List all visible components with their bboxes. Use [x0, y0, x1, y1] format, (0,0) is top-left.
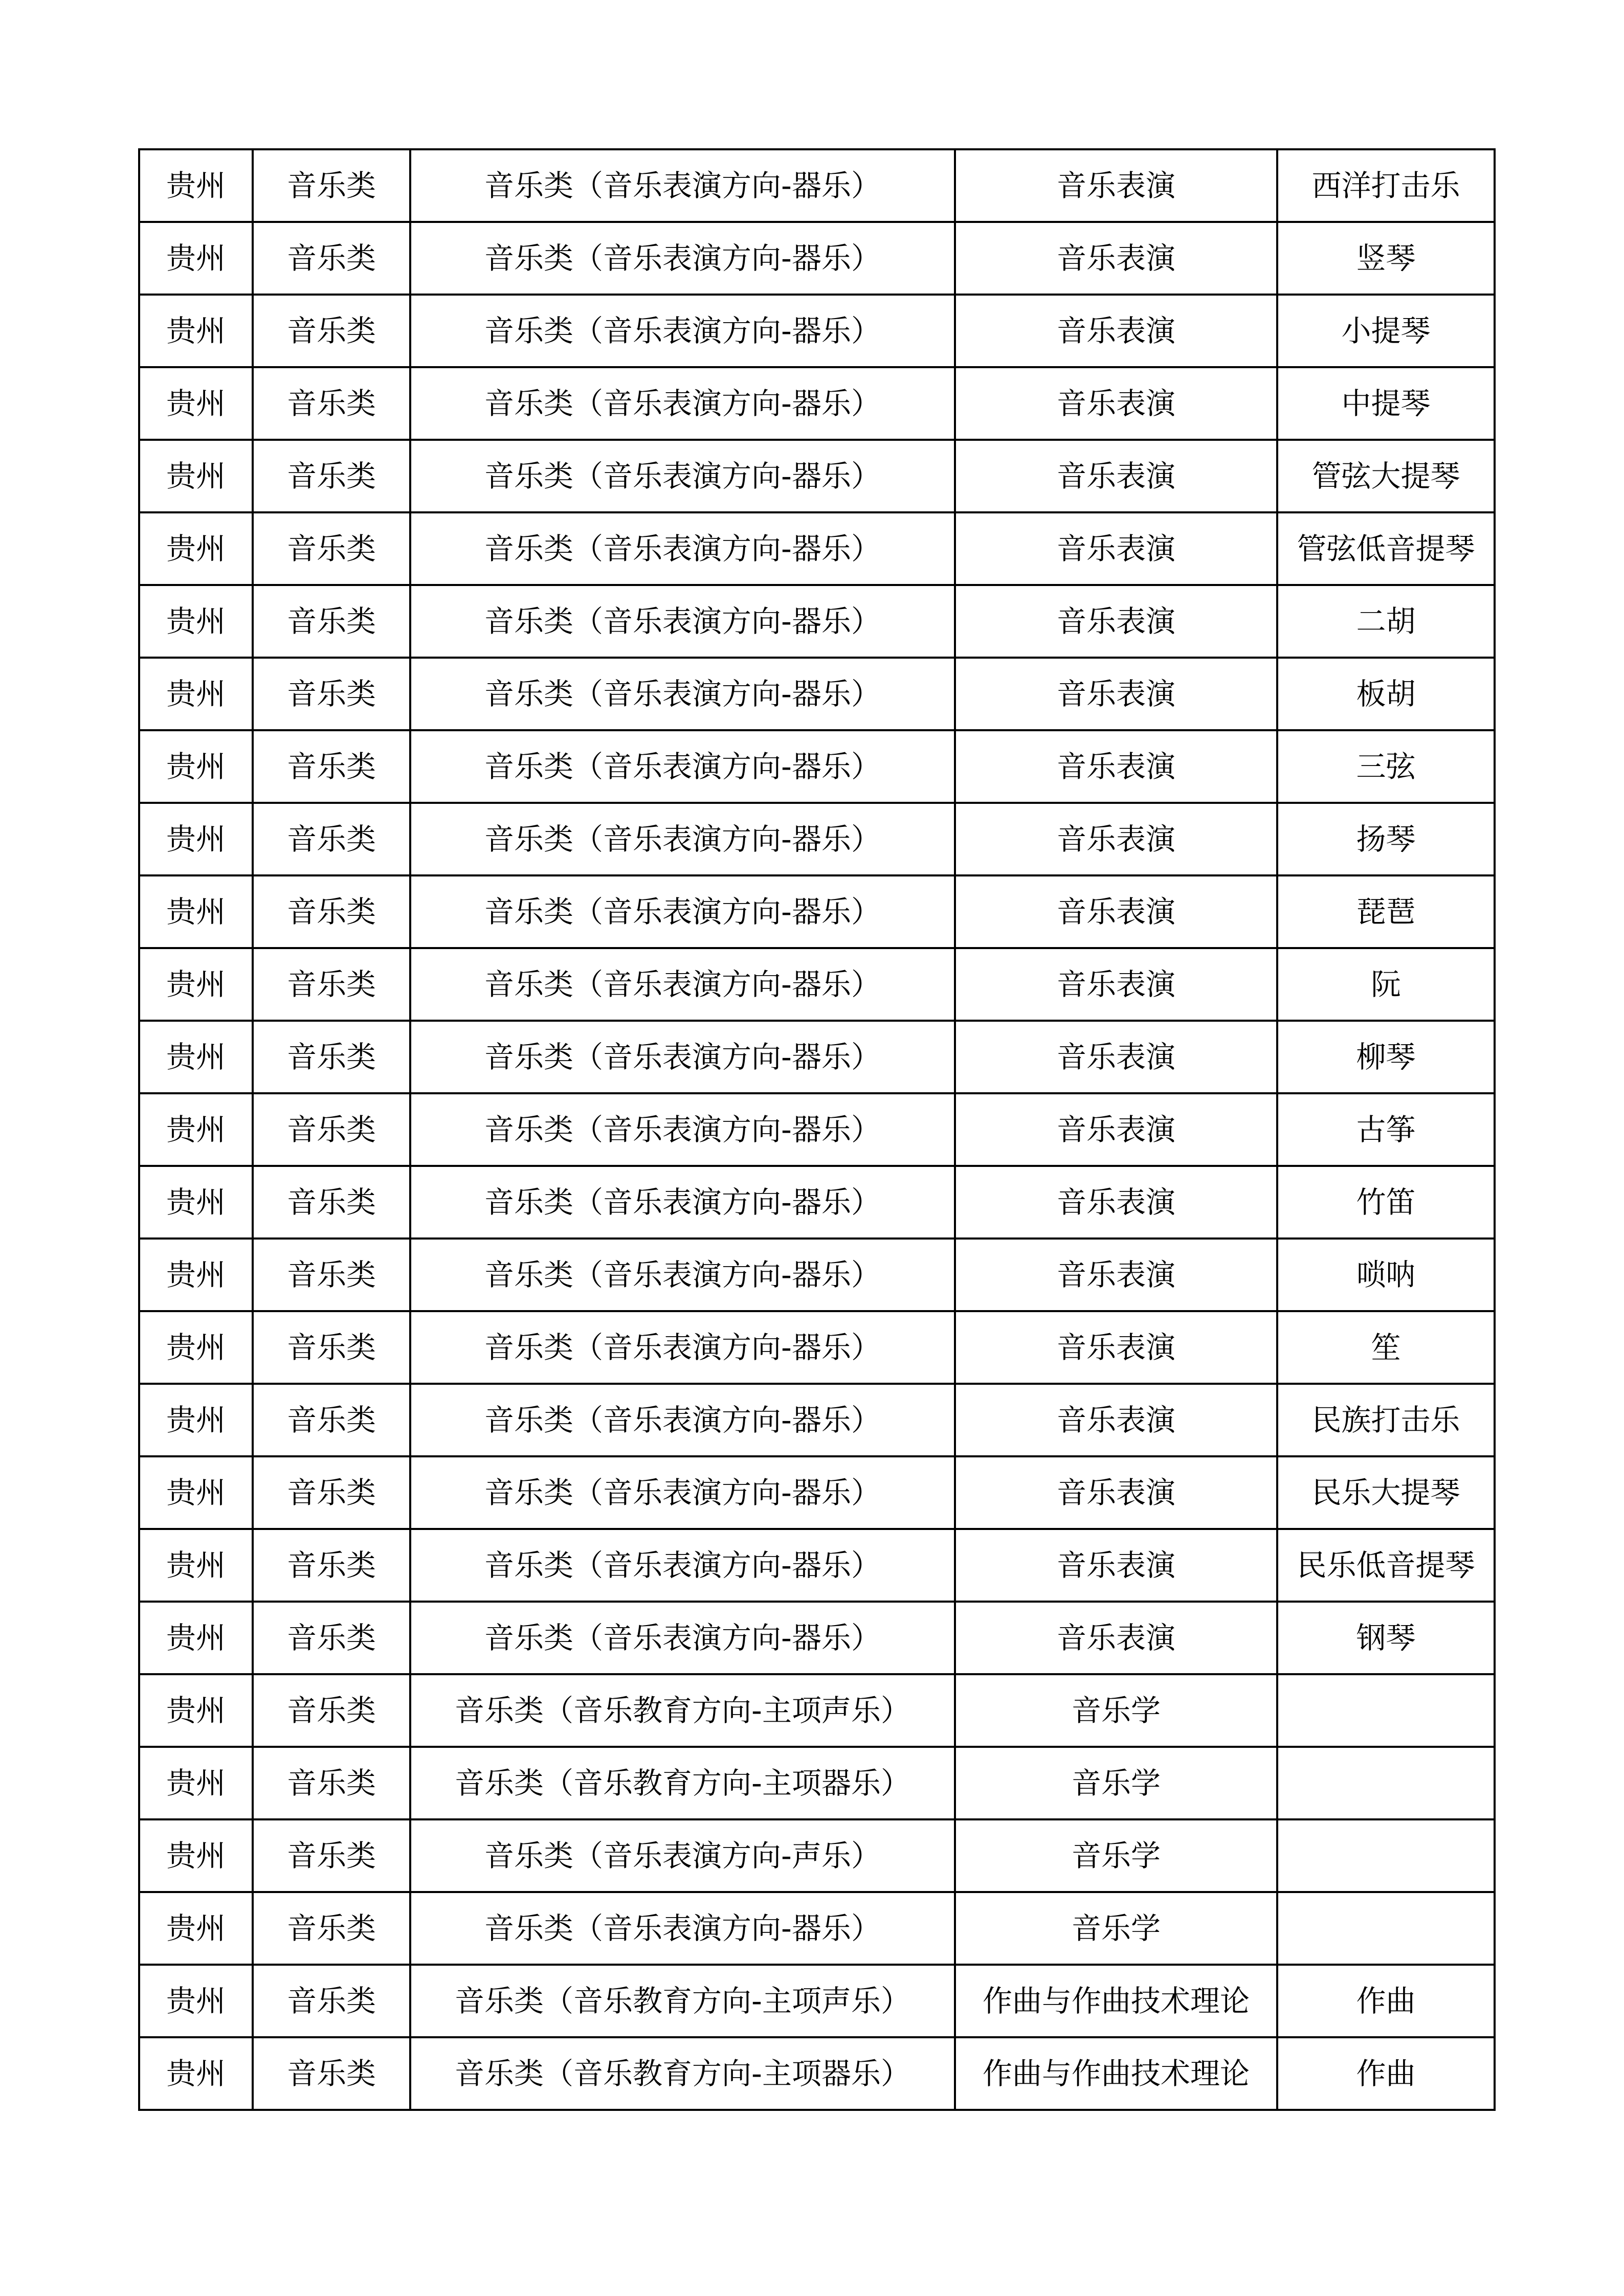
- table-row: [139, 512, 1495, 585]
- category-cell: 音乐类: [253, 295, 410, 367]
- exam-type-cell: 音乐类（音乐教育方向-主项声乐）: [410, 1674, 955, 1747]
- category-cell: 音乐类: [253, 367, 410, 440]
- category-cell: 音乐类: [253, 1311, 410, 1384]
- table-row: [139, 730, 1495, 803]
- instrument-cell: 竹笛: [1277, 1166, 1495, 1239]
- province-cell: 贵州: [139, 1819, 253, 1892]
- exam-type-cell: 音乐类（音乐表演方向-器乐）: [410, 1093, 955, 1166]
- major-cell: 音乐表演: [955, 1602, 1277, 1674]
- province-cell: 贵州: [139, 730, 253, 803]
- table-row: [139, 222, 1495, 295]
- instrument-cell: 柳琴: [1277, 1021, 1495, 1093]
- exam-type-cell: 音乐类（音乐表演方向-器乐）: [410, 875, 955, 948]
- instrument-cell: 民乐低音提琴: [1277, 1529, 1495, 1602]
- admissions-table: [138, 148, 1496, 2111]
- category-cell: 音乐类: [253, 2037, 410, 2110]
- category-cell: 音乐类: [253, 512, 410, 585]
- instrument-cell: 管弦大提琴: [1277, 440, 1495, 512]
- instrument-cell: 阮: [1277, 948, 1495, 1021]
- instrument-cell: 二胡: [1277, 585, 1495, 658]
- table-row: [139, 1747, 1495, 1819]
- instrument-cell: 民乐大提琴: [1277, 1456, 1495, 1529]
- category-cell: 音乐类: [253, 658, 410, 730]
- category-cell: 音乐类: [253, 1021, 410, 1093]
- instrument-cell: 唢呐: [1277, 1239, 1495, 1311]
- major-cell: 作曲与作曲技术理论: [955, 2037, 1277, 2110]
- instrument-cell: 管弦低音提琴: [1277, 512, 1495, 585]
- category-cell: 音乐类: [253, 803, 410, 875]
- province-cell: 贵州: [139, 1747, 253, 1819]
- table-row: [139, 1965, 1495, 2037]
- exam-type-cell: 音乐类（音乐表演方向-器乐）: [410, 658, 955, 730]
- table-row: [139, 948, 1495, 1021]
- province-cell: 贵州: [139, 658, 253, 730]
- exam-type-cell: 音乐类（音乐教育方向-主项声乐）: [410, 1965, 955, 2037]
- category-cell: 音乐类: [253, 1747, 410, 1819]
- category-cell: 音乐类: [253, 1529, 410, 1602]
- major-cell: 音乐表演: [955, 658, 1277, 730]
- major-cell: 音乐表演: [955, 875, 1277, 948]
- table-row: [139, 367, 1495, 440]
- province-cell: 贵州: [139, 2037, 253, 2110]
- exam-type-cell: 音乐类（音乐表演方向-器乐）: [410, 149, 955, 222]
- category-cell: 音乐类: [253, 875, 410, 948]
- major-cell: 音乐表演: [955, 803, 1277, 875]
- table-row: [139, 1674, 1495, 1747]
- major-cell: 音乐表演: [955, 948, 1277, 1021]
- exam-type-cell: 音乐类（音乐表演方向-器乐）: [410, 440, 955, 512]
- category-cell: 音乐类: [253, 730, 410, 803]
- province-cell: 贵州: [139, 149, 253, 222]
- instrument-cell: 钢琴: [1277, 1602, 1495, 1674]
- instrument-cell: 小提琴: [1277, 295, 1495, 367]
- exam-type-cell: 音乐类（音乐教育方向-主项器乐）: [410, 1747, 955, 1819]
- exam-type-cell: 音乐类（音乐教育方向-主项器乐）: [410, 2037, 955, 2110]
- table-row: [139, 658, 1495, 730]
- table-row: [139, 1166, 1495, 1239]
- major-cell: 音乐学: [955, 1892, 1277, 1965]
- exam-type-cell: 音乐类（音乐表演方向-器乐）: [410, 1892, 955, 1965]
- major-cell: 音乐表演: [955, 1093, 1277, 1166]
- major-cell: 音乐表演: [955, 1166, 1277, 1239]
- table-row: [139, 1892, 1495, 1965]
- province-cell: 贵州: [139, 1239, 253, 1311]
- category-cell: 音乐类: [253, 1093, 410, 1166]
- category-cell: 音乐类: [253, 1166, 410, 1239]
- province-cell: 贵州: [139, 1965, 253, 2037]
- major-cell: 音乐表演: [955, 1311, 1277, 1384]
- instrument-cell: 中提琴: [1277, 367, 1495, 440]
- instrument-cell: [1277, 1674, 1495, 1747]
- table-row: [139, 1021, 1495, 1093]
- table-row: [139, 585, 1495, 658]
- province-cell: 贵州: [139, 1456, 253, 1529]
- exam-type-cell: 音乐类（音乐表演方向-器乐）: [410, 367, 955, 440]
- exam-type-cell: 音乐类（音乐表演方向-器乐）: [410, 948, 955, 1021]
- major-cell: 音乐表演: [955, 730, 1277, 803]
- exam-type-cell: 音乐类（音乐表演方向-器乐）: [410, 512, 955, 585]
- province-cell: 贵州: [139, 585, 253, 658]
- major-cell: 音乐表演: [955, 1021, 1277, 1093]
- exam-type-cell: 音乐类（音乐表演方向-器乐）: [410, 803, 955, 875]
- exam-type-cell: 音乐类（音乐表演方向-器乐）: [410, 295, 955, 367]
- major-cell: 音乐学: [955, 1674, 1277, 1747]
- table-row: [139, 1819, 1495, 1892]
- exam-type-cell: 音乐类（音乐表演方向-器乐）: [410, 1602, 955, 1674]
- exam-type-cell: 音乐类（音乐表演方向-器乐）: [410, 1166, 955, 1239]
- category-cell: 音乐类: [253, 222, 410, 295]
- major-cell: 音乐学: [955, 1819, 1277, 1892]
- table-row: [139, 875, 1495, 948]
- province-cell: 贵州: [139, 875, 253, 948]
- instrument-cell: [1277, 1747, 1495, 1819]
- major-cell: 音乐表演: [955, 295, 1277, 367]
- exam-type-cell: 音乐类（音乐表演方向-声乐）: [410, 1819, 955, 1892]
- province-cell: 贵州: [139, 948, 253, 1021]
- instrument-cell: 笙: [1277, 1311, 1495, 1384]
- category-cell: 音乐类: [253, 948, 410, 1021]
- province-cell: 贵州: [139, 1892, 253, 1965]
- table-row: [139, 2037, 1495, 2110]
- major-cell: 音乐表演: [955, 1384, 1277, 1456]
- exam-type-cell: 音乐类（音乐表演方向-器乐）: [410, 1529, 955, 1602]
- table-row: [139, 1093, 1495, 1166]
- exam-type-cell: 音乐类（音乐表演方向-器乐）: [410, 1239, 955, 1311]
- major-cell: 音乐表演: [955, 440, 1277, 512]
- province-cell: 贵州: [139, 1021, 253, 1093]
- province-cell: 贵州: [139, 440, 253, 512]
- major-cell: 音乐表演: [955, 222, 1277, 295]
- major-cell: 音乐表演: [955, 1529, 1277, 1602]
- province-cell: 贵州: [139, 1602, 253, 1674]
- instrument-cell: 民族打击乐: [1277, 1384, 1495, 1456]
- table-row: [139, 1311, 1495, 1384]
- major-cell: 音乐表演: [955, 1456, 1277, 1529]
- category-cell: 音乐类: [253, 1239, 410, 1311]
- category-cell: 音乐类: [253, 440, 410, 512]
- instrument-cell: 竖琴: [1277, 222, 1495, 295]
- instrument-cell: 西洋打击乐: [1277, 149, 1495, 222]
- table-row: [139, 295, 1495, 367]
- instrument-cell: 古筝: [1277, 1093, 1495, 1166]
- table-body: [139, 149, 1495, 2110]
- table-row: [139, 1602, 1495, 1674]
- province-cell: 贵州: [139, 512, 253, 585]
- major-cell: 作曲与作曲技术理论: [955, 1965, 1277, 2037]
- table-row: [139, 440, 1495, 512]
- exam-type-cell: 音乐类（音乐表演方向-器乐）: [410, 1311, 955, 1384]
- category-cell: 音乐类: [253, 1819, 410, 1892]
- table-row: [139, 1456, 1495, 1529]
- category-cell: 音乐类: [253, 1602, 410, 1674]
- province-cell: 贵州: [139, 1674, 253, 1747]
- instrument-cell: 板胡: [1277, 658, 1495, 730]
- category-cell: 音乐类: [253, 585, 410, 658]
- province-cell: 贵州: [139, 1311, 253, 1384]
- province-cell: 贵州: [139, 1093, 253, 1166]
- major-cell: 音乐表演: [955, 1239, 1277, 1311]
- category-cell: 音乐类: [253, 149, 410, 222]
- major-cell: 音乐表演: [955, 149, 1277, 222]
- exam-type-cell: 音乐类（音乐表演方向-器乐）: [410, 1456, 955, 1529]
- table-row: [139, 1529, 1495, 1602]
- province-cell: 贵州: [139, 367, 253, 440]
- exam-type-cell: 音乐类（音乐表演方向-器乐）: [410, 1384, 955, 1456]
- table-row: [139, 149, 1495, 222]
- instrument-cell: 作曲: [1277, 1965, 1495, 2037]
- province-cell: 贵州: [139, 295, 253, 367]
- instrument-cell: 三弦: [1277, 730, 1495, 803]
- province-cell: 贵州: [139, 1384, 253, 1456]
- instrument-cell: [1277, 1892, 1495, 1965]
- table-row: [139, 1239, 1495, 1311]
- instrument-cell: [1277, 1819, 1495, 1892]
- instrument-cell: 扬琴: [1277, 803, 1495, 875]
- major-cell: 音乐表演: [955, 512, 1277, 585]
- table-row: [139, 803, 1495, 875]
- major-cell: 音乐学: [955, 1747, 1277, 1819]
- instrument-cell: 作曲: [1277, 2037, 1495, 2110]
- table-row: [139, 1384, 1495, 1456]
- category-cell: 音乐类: [253, 1674, 410, 1747]
- province-cell: 贵州: [139, 1166, 253, 1239]
- major-cell: 音乐表演: [955, 367, 1277, 440]
- exam-type-cell: 音乐类（音乐表演方向-器乐）: [410, 1021, 955, 1093]
- category-cell: 音乐类: [253, 1892, 410, 1965]
- province-cell: 贵州: [139, 803, 253, 875]
- instrument-cell: 琵琶: [1277, 875, 1495, 948]
- exam-type-cell: 音乐类（音乐表演方向-器乐）: [410, 222, 955, 295]
- province-cell: 贵州: [139, 1529, 253, 1602]
- major-cell: 音乐表演: [955, 585, 1277, 658]
- category-cell: 音乐类: [253, 1965, 410, 2037]
- exam-type-cell: 音乐类（音乐表演方向-器乐）: [410, 585, 955, 658]
- province-cell: 贵州: [139, 222, 253, 295]
- category-cell: 音乐类: [253, 1384, 410, 1456]
- exam-type-cell: 音乐类（音乐表演方向-器乐）: [410, 730, 955, 803]
- category-cell: 音乐类: [253, 1456, 410, 1529]
